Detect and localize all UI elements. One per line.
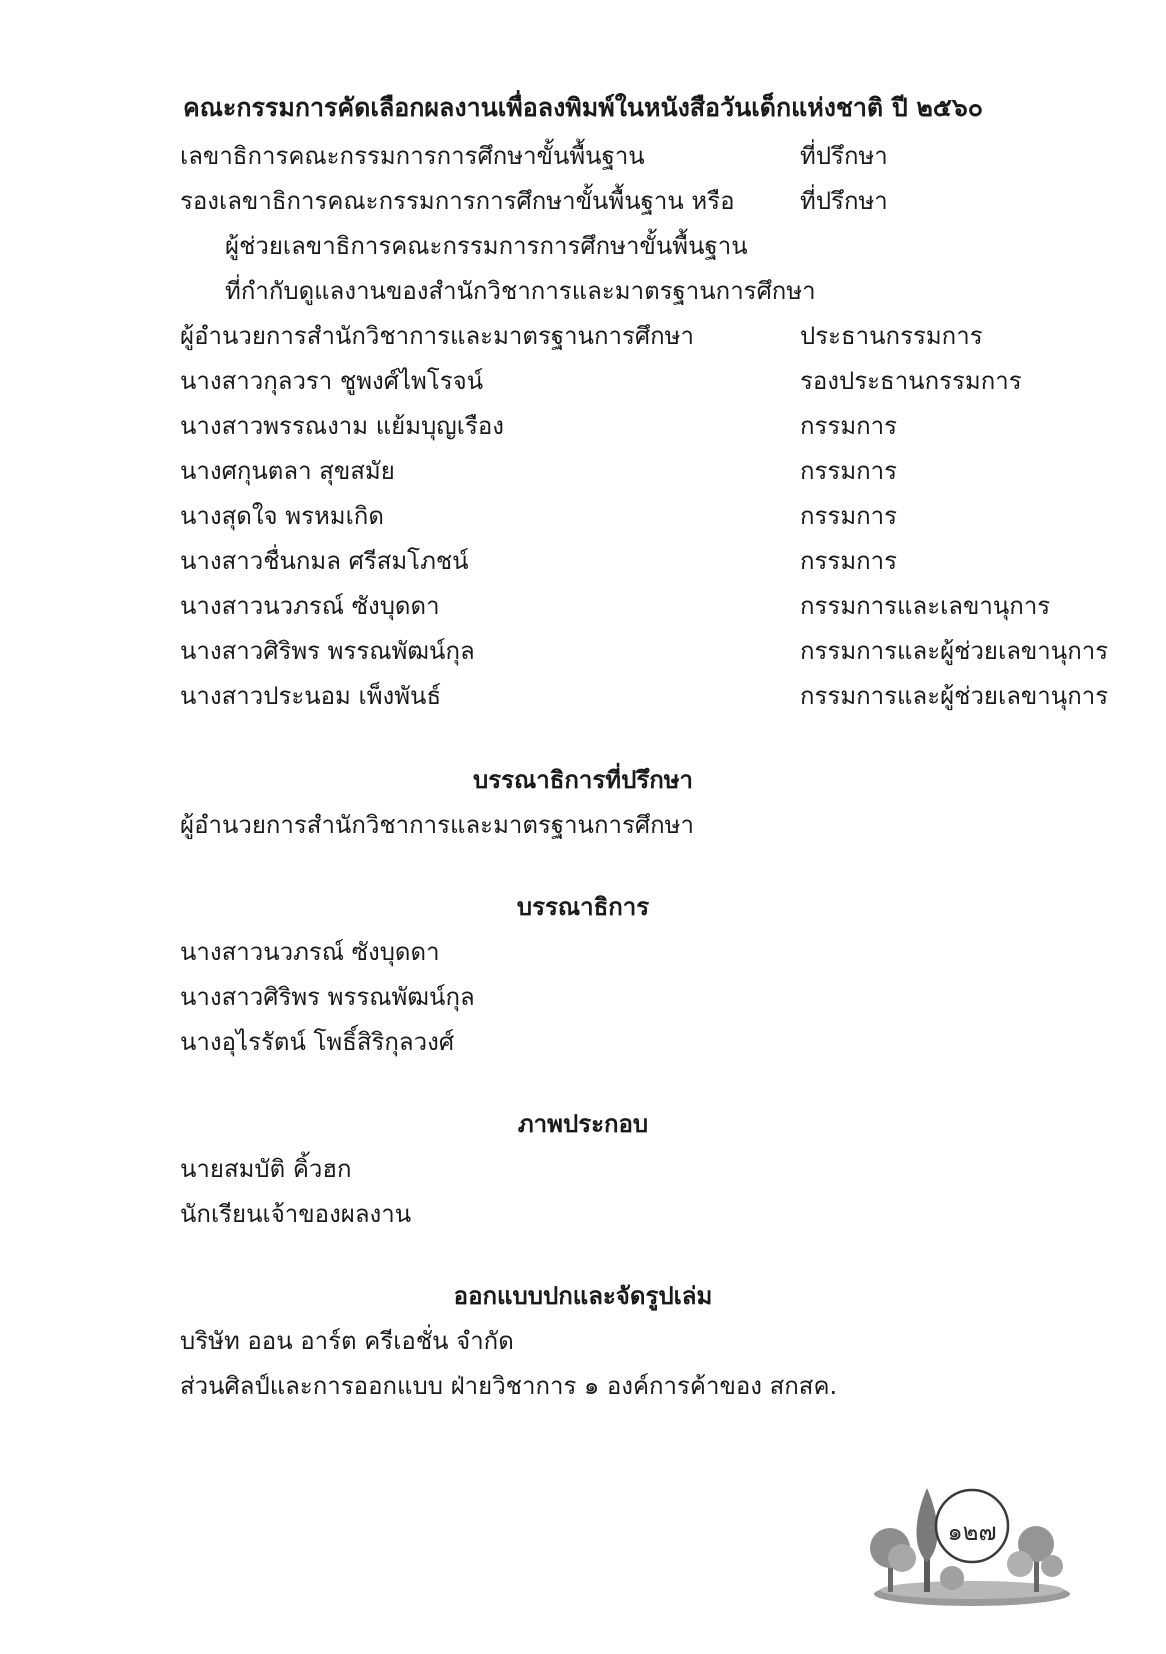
member-name: เลขาธิการคณะกรรมการการศึกษาขั้นพื้นฐาน bbox=[180, 142, 645, 170]
member-name: นางสาวชื่นกมล ศรีสมโภชน์ bbox=[180, 547, 469, 575]
member-role: ประธานกรรมการ bbox=[800, 322, 983, 350]
member-name: นางศกุนตลา สุขสมัย bbox=[180, 457, 395, 485]
design-line: ส่วนศิลป์และการออกแบบ ฝ่ายวิชาการ ๑ องค์การค้าของ สกสค. bbox=[180, 1372, 838, 1400]
advisor-editor-line: ผู้อำนวยการสำนักวิชาการและมาตรฐานการศึกษา bbox=[180, 811, 694, 839]
illustrations-heading: ภาพประกอบ bbox=[517, 1110, 649, 1138]
editors-heading: บรรณาธิการ bbox=[516, 893, 650, 921]
member-name: นางสาวพรรณงาม แย้มบุญเรือง bbox=[180, 412, 504, 440]
member-name: ผู้อำนวยการสำนักวิชาการและมาตรฐานการศึกษา bbox=[180, 322, 694, 350]
editor-line: นางสาวนวภรณ์ ซังบุดดา bbox=[180, 938, 440, 966]
committee-title: คณะกรรมการคัดเลือกผลงานเพื่อลงพิมพ์ในหนังสือวันเด็กแห่งชาติ ปี ๒๕๖๐ bbox=[183, 93, 983, 122]
member-name: รองเลขาธิการคณะกรรมการการศึกษาขั้นพื้นฐาน หรือ bbox=[180, 187, 735, 215]
member-role: ที่ปรึกษา bbox=[800, 142, 888, 170]
member-role: ที่ปรึกษา bbox=[800, 187, 888, 215]
member-name: ผู้ช่วยเลขาธิการคณะกรรมการการศึกษาขั้นพื้นฐาน bbox=[225, 232, 748, 260]
page-number: ๑๒๗ bbox=[947, 1518, 997, 1546]
member-name: นางสุดใจ พรหมเกิด bbox=[180, 502, 384, 530]
member-role: กรรมการ bbox=[800, 412, 898, 440]
design-line: บริษัท ออน อาร์ต ครีเอชั่น จำกัด bbox=[180, 1327, 514, 1355]
illustrations-line: นักเรียนเจ้าของผลงาน bbox=[180, 1200, 412, 1228]
editor-line: นางอุไรรัตน์ โพธิ์สิริกุลวงศ์ bbox=[180, 1028, 455, 1056]
member-name: นางสาวศิริพร พรรณพัฒน์กุล bbox=[180, 637, 475, 665]
design-heading: ออกแบบปกและจัดรูปเล่ม bbox=[453, 1282, 713, 1310]
member-name: นางสาวกุลวรา ชูพงศ์ไพโรจน์ bbox=[180, 367, 484, 395]
page-number-badge bbox=[862, 1478, 1072, 1608]
member-role: กรรมการและเลขานุการ bbox=[800, 592, 1051, 620]
member-role: กรรมการ bbox=[800, 547, 898, 575]
advisor-editor-heading: บรรณาธิการที่ปรึกษา bbox=[472, 766, 694, 794]
illustrations-line: นายสมบัติ คิ้วฮก bbox=[180, 1155, 352, 1183]
member-role: กรรมการและผู้ช่วยเลขานุการ bbox=[800, 637, 1109, 665]
member-role: กรรมการ bbox=[800, 457, 898, 485]
member-name: นางสาวประนอม เพ็งพันธ์ bbox=[180, 682, 442, 710]
editor-line: นางสาวศิริพร พรรณพัฒน์กุล bbox=[180, 983, 475, 1011]
member-role: กรรมการและผู้ช่วยเลขานุการ bbox=[800, 682, 1109, 710]
member-name: ที่กำกับดูแลงานของสำนักวิชาการและมาตรฐานการศึกษา bbox=[225, 277, 816, 305]
member-role: รองประธานกรรมการ bbox=[800, 367, 1022, 395]
member-name: นางสาวนวภรณ์ ซังบุดดา bbox=[180, 592, 440, 620]
member-role: กรรมการ bbox=[800, 502, 898, 530]
